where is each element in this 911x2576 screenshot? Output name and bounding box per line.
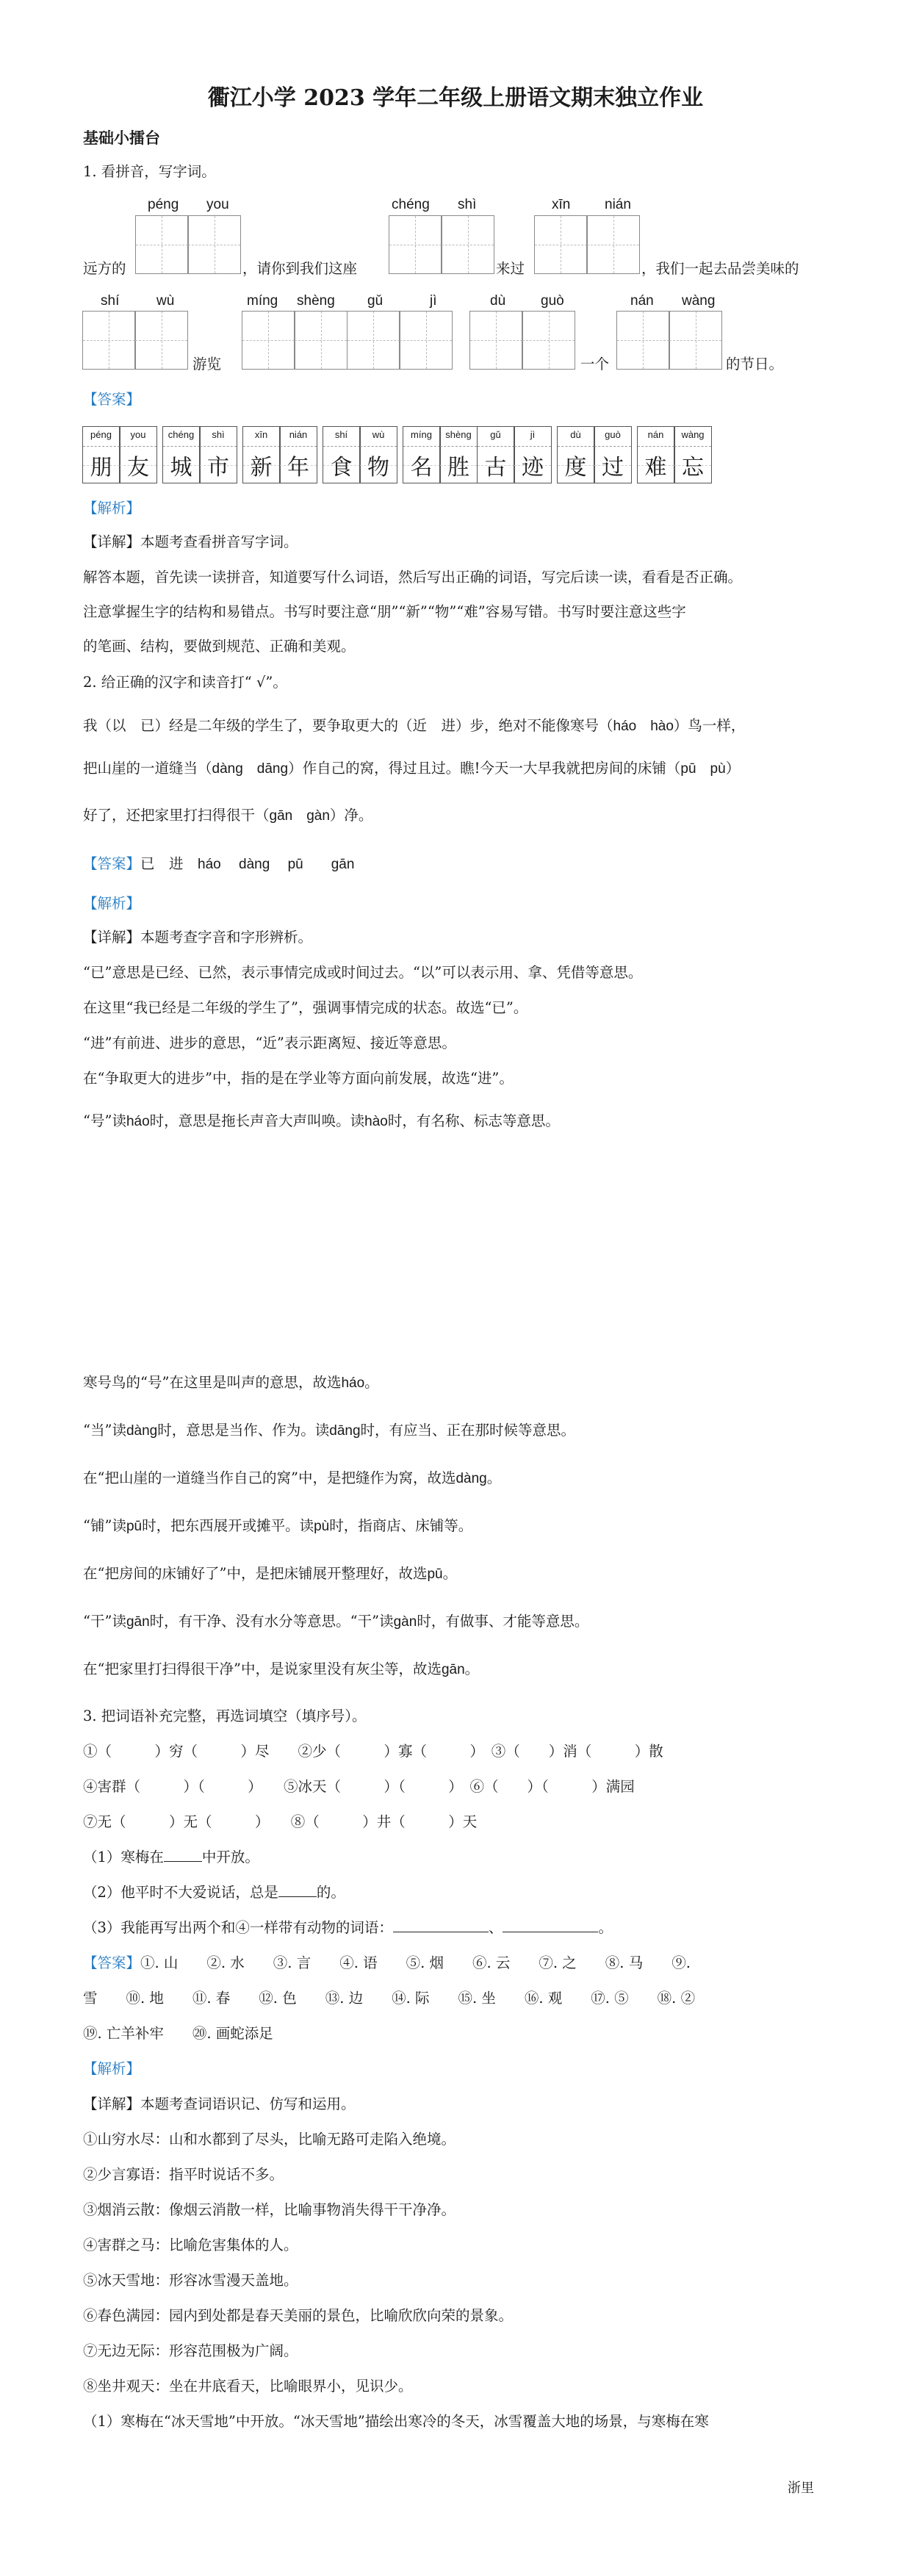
explanation: ③烟消云散：像烟云消散一样，比喻事物消失得干干净净。 [83,2201,456,2218]
pinyin: péng [148,197,179,212]
paragraph: 在这里“我已经是二年级的学生了”，强调事情完成的状态。故选“已”。 [83,999,528,1016]
question-1-stem: 1. 看拼音，写字词。 [83,163,216,180]
answer-char: 名 [410,455,433,481]
fill-row[interactable]: ①（ ）穷（ ）尽 ②少（ ）寡（ ） ③（ ）消（ ）散 [83,1743,663,1760]
paragraph: 的笔画、结构，要做到规范、正确和美观。 [83,638,356,655]
answer-char: 新 [250,455,273,481]
detail-text: 【详解】本题考查看拼音写字词。 [83,533,298,550]
pinyin: míng [247,293,278,309]
pinyin: nián [605,197,631,212]
fill-row[interactable]: ④害群（ ）（ ） ⑤冰天（ ）（ ） ⑥（ ）（ ）满园 [83,1778,635,1795]
answer-char: 友 [127,455,149,481]
answer-char: 市 [207,455,229,481]
text-line: ，我们一起去品尝美味的 [641,260,799,277]
answer-line: 【答案】①. 山 ②. 水 ③. 言 ④. 语 ⑤. 烟 ⑥. 云 ⑦. 之 ⑧. 马 ⑨. [83,1954,691,1971]
sentence-2: （2）他平时不大爱说话，总是 的。 [83,1884,345,1901]
writing-grid[interactable] [389,215,494,274]
answer-char: 物 [367,455,389,481]
answer-char: 城 [170,455,192,481]
blank[interactable] [164,1848,202,1862]
writing-grid[interactable] [242,311,453,370]
paragraph: “铺”读pū时，把东西展开或摊平。读pù时，指商店、床铺等。 [83,1517,473,1534]
sentence-1: （1）寒梅在 中开放。 [83,1849,259,1866]
pinyin: dù [490,293,506,309]
writing-grid[interactable] [470,311,575,370]
explanation: ⑤冰天雪地：形容冰雪漫天盖地。 [83,2272,298,2289]
explanation: ⑥春色满园：园内到处都是春天美丽的景色，比喻欣欣向荣的景象。 [83,2307,514,2324]
paragraph: 在“争取更大的进步”中，指的是在学业等方面向前发展，故选“进”。 [83,1070,514,1087]
pinyin: wàng [682,293,716,309]
writing-grid[interactable] [136,215,241,274]
pinyin: you [206,197,229,212]
explanation: （1）寒梅在“冰天雪地”中开放。“冰天雪地”描绘出寒冷的冬天，冰雪覆盖大地的场景，与寒梅在寒 [83,2413,709,2430]
paragraph: 解答本题，首先读一读拼音，知道要写什么词语，然后写出正确的词语，写完后读一读，看看是否正确。 [83,569,743,586]
explanation: ②少言寡语：指平时说话不多。 [83,2166,284,2183]
pinyin: nán [630,293,654,309]
paragraph: 在“把房间的床铺好了”中，是把床铺展开整理好，故选pū。 [83,1565,458,1582]
explanation: ⑦无边无际：形容范围极为广阔。 [83,2342,298,2359]
pinyin: wù [156,293,175,309]
answer-label: 【答案】 [83,391,141,408]
text-line: 游览 [192,356,222,373]
writing-grid[interactable] [535,215,640,274]
text-line: 我（以 已）经是二年级的学生了，要争取更大的（近 进）步，绝对不能像寒号（háo hào）鸟一样， [83,717,746,734]
blank[interactable] [393,1918,489,1932]
answer-char: 迹 [522,455,544,481]
page-title: 衢江小学 2023 学年二年级上册语文期末独立作业 [207,85,704,111]
pinyin: chéng [392,197,430,212]
question-2-stem: 2. 给正确的汉字和读音打“ √”。 [83,674,287,691]
fill-row[interactable]: ⑦无（ ）无（ ） ⑧（ ）井（ ）天 [83,1813,478,1830]
answer-char: 年 [287,455,309,481]
answer-line: ⑲. 亡羊补牢 ⑳. 画蛇添足 [83,2025,273,2042]
section-heading: 基础小擂台 [83,129,160,147]
pinyin: shí [101,293,120,309]
paragraph: 注意掌握生字的结构和易错点。书写时要注意“朋”“新”“物”“难”容易写错。书写时要注意这些字 [83,603,686,620]
question-3-stem: 3. 把词语补充完整，再选词填空（填序号）。 [83,1708,367,1724]
answer-char: 难 [644,455,667,481]
answer-char: 度 [564,455,587,481]
pinyin: shì [458,197,477,212]
writing-grid[interactable] [617,311,722,370]
paragraph: 在“把山崖的一道缝当作自己的窝”中，是把缝作为窝，故选dàng。 [83,1469,502,1486]
text-line: ，请你到我们这座 [242,260,358,277]
answer-char: 古 [484,455,507,481]
text-line: 一个 [580,356,610,373]
text-line: 远方的 [83,260,126,277]
pinyin: jì [430,293,437,309]
text-line: 来过 [496,260,525,277]
text-line: 把山崖的一道缝当（dàng dāng）作自己的窝，得过且过。瞧!今天一大早我就把房间的床铺（pū pù） [83,760,741,777]
answer-char: 忘 [682,455,704,481]
paragraph: “当”读dàng时，意思是当作、作为。读dāng时，有应当、正在那时候等意思。 [83,1422,576,1439]
answer-char: 过 [602,455,624,481]
paragraph: “干”读gān时，有干净、没有水分等意思。“干”读gàn时，有做事、才能等意思。 [83,1613,589,1630]
answer-char: 朋 [90,455,112,481]
answer-line: 雪 ⑩. 地 ⑪. 春 ⑫. 色 ⑬. 边 ⑭. 际 ⑮. 坐 ⑯. 观 ⑰. ⑤ ⑱. ② [83,1990,696,2007]
blank[interactable] [278,1883,317,1897]
pinyin: gǔ [367,293,384,309]
pinyin: xīn [552,197,571,212]
paragraph: 在“把家里打扫得很干净”中，是说家里没有灰尘等，故选gān。 [83,1661,480,1677]
writing-grid[interactable] [83,311,188,370]
explanation: ⑧坐井观天：坐在井底看天，比喻眼界小，见识少。 [83,2378,413,2395]
pinyin: guò [541,293,564,309]
answer-char: 胜 [447,455,469,481]
paragraph: “号”读háo时，意思是拖长声音大声叫唤。读hào时，有名称、标志等意思。 [83,1112,560,1129]
pinyin: shèng [297,293,335,309]
footer: 浙里 [788,2480,814,2496]
explanation: ④害群之马：比喻危害集体的人。 [83,2237,298,2253]
explanation: ①山穷水尽：山和水都到了尽头，比喻无路可走陷入绝境。 [83,2131,456,2148]
analysis-label: 【解析】 [83,895,141,912]
paragraph: “进”有前进、进步的意思，“近”表示距离短、接近等意思。 [83,1035,456,1051]
detail-text: 【详解】本题考查词语识记、仿写和运用。 [83,2095,356,2112]
answer-grid: péng 朋 you 友 chéng 城 shì 市 xīn 新 nián 年 shí 食 wù 物 míng 名 shèng 胜 gǔ 古 jì 迹 dù 度 guò 过 nán 难 wàng 忘 [83,426,718,483]
text-line: 的节日。 [726,356,784,373]
analysis-label: 【解析】 [83,2060,141,2077]
analysis-label: 【解析】 [83,500,141,517]
answer-line: 【答案】已 进 háo dàng pū gān [83,855,355,872]
detail-text: 【详解】本题考查字音和字形辨析。 [83,929,313,946]
paragraph: 寒号鸟的“号”在这里是叫声的意思，故选háo。 [83,1374,379,1391]
text-line: 好了，还把家里打扫得很干（gān gàn）净。 [83,807,373,824]
blank[interactable] [503,1918,598,1932]
answer-char: 食 [330,455,353,481]
sentence-3: （3）我能再写出两个和④一样带有动物的词语： 、 。 [83,1919,613,1936]
paragraph: “已”意思是已经、已然，表示事情完成或时间过去。“以”可以表示用、拿、凭借等意思。 [83,964,643,981]
